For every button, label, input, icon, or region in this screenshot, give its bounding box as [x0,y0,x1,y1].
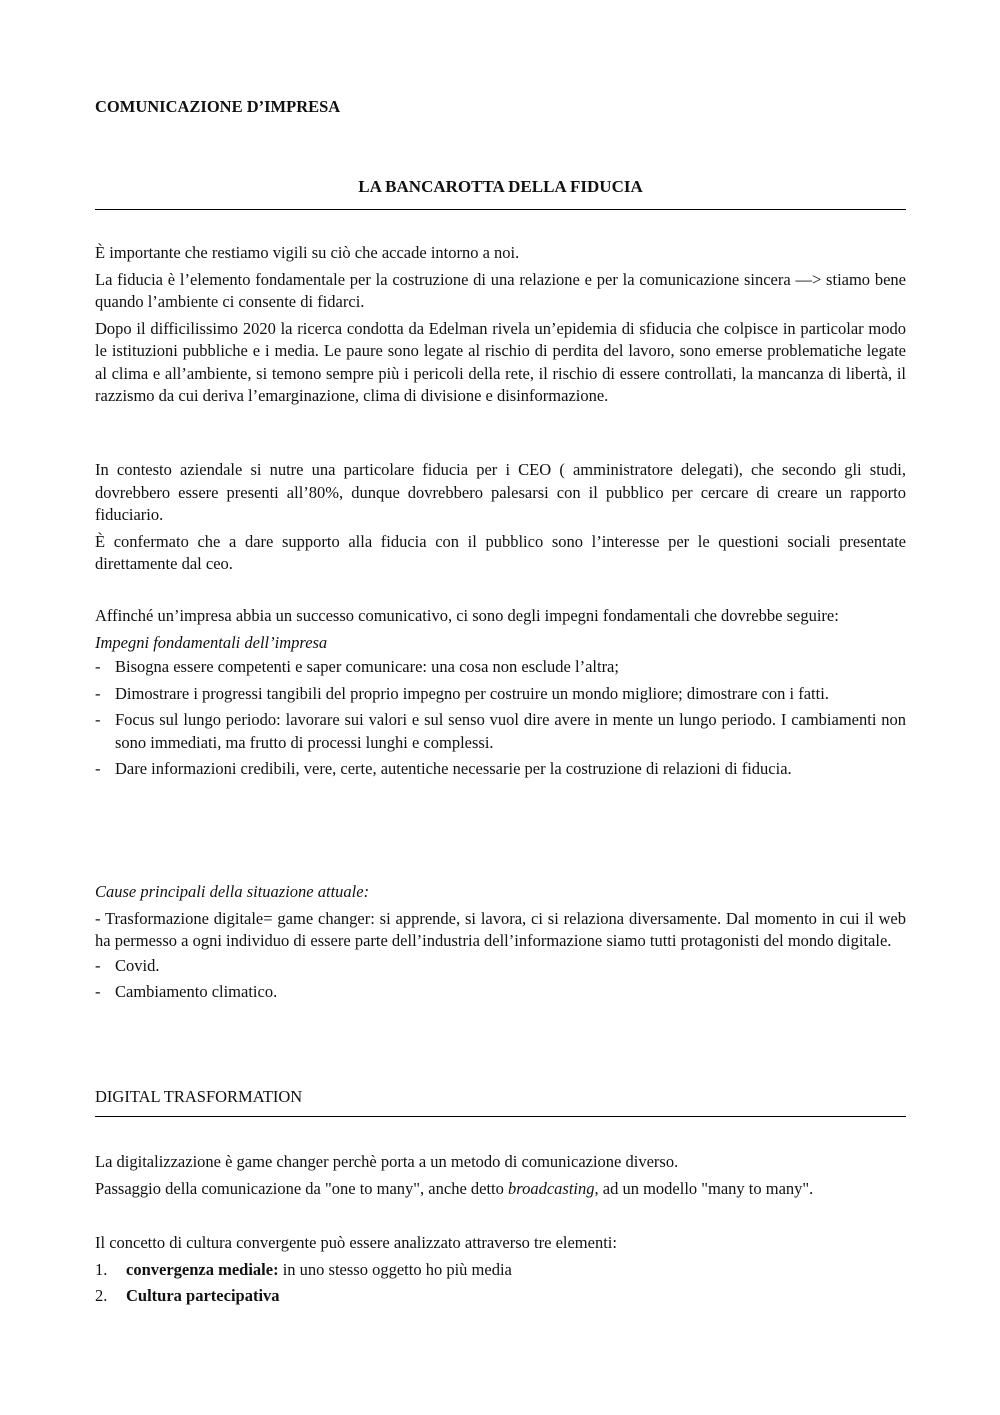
paragraph: Dopo il difficilissimo 2020 la ricerca condotta da Edelman rivela un’epidemia di sfiducia che colpisce in particolar modo le istituzioni pubbliche e i media. Le paure sono legate al rischio di perdita del lavoro, sono emerse problematiche legate al clima e all’ambiente, si temono sempre più i pericoli della rete, il rischio di essere controllati, la mancanza di libertà, il razzismo da cui deriva l’emarginazione, clima di divisione e disinformazione. [95,318,906,405]
cause-heading: Cause principali della situazione attuale: [95,882,370,901]
dash-bullet: - [95,710,101,729]
title-divider [95,209,906,210]
list-item: 2. Cultura partecipativa [95,1285,906,1308]
list-item: - Cambiamento climatico. [95,981,906,1004]
cause-block [95,881,906,1004]
section-divider [95,1116,906,1117]
paragraph: È confermato che a dare supporto alla fiducia con il pubblico sono l’interesse per le questioni sociali presentate direttamente dal ceo. [95,531,906,573]
paragraph: Il concetto di cultura convergente può essere analizzato attraverso tre elementi: [95,1233,617,1252]
dash-bullet: - [95,683,101,703]
cultura-block [95,1232,906,1308]
list-item: - Bisogna essere competenti e saper comunicare: una cosa non esclude l’altra; [95,656,906,679]
cause-list [95,955,906,1004]
list-number: 2. [95,1286,108,1305]
paragraph: È importante che restiamo vigili su ciò che accade intorno a noi. [95,243,520,262]
page-title: LA BANCAROTTA DELLA FIDUCIA [358,177,643,196]
paragraph: Passaggio della comunicazione da "one to many", anche detto broadcasting, ad un modello "many to many". [95,1178,814,1198]
dash-bullet: - [95,759,101,778]
list-item: - Dimostrare i progressi tangibili del proprio impegno per costruire un mondo migliore; dimostrare con i fatti. [95,683,906,706]
paragraph: La fiducia è l’elemento fondamentale per la costruzione di una relazione e per la comunicazione sincera —> stiamo bene quando l’ambiente ci consente di fidarci. [95,269,906,311]
section-heading: DIGITAL TRASFORMATION [95,1087,303,1106]
paragraph: Affinché un’impresa abbia un successo comunicativo, ci sono degli impegni fondamentali che dovrebbe seguire: [95,606,839,625]
intro-block [95,242,906,408]
numbered-list [95,1259,906,1308]
dash-bullet: - [95,955,101,975]
list-item: 1. convergenza mediale: in uno stesso oggetto ho più media [95,1259,906,1282]
dash-bullet: - [95,657,101,676]
paragraph: La digitalizzazione è game changer perchè porta a un metodo di comunicazione diverso. [95,1152,679,1171]
course-title: COMUNICAZIONE D’IMPRESA [95,97,341,116]
ceo-block [95,459,906,576]
impegni-list [95,656,906,781]
paragraph: In contesto aziendale si nutre una particolare fiducia per i CEO ( amministratore delegati), che secondo gli studi, dovrebbero essere presenti all’80%, dunque dovrebbero palesarsi con il pubblico per cercare di creare un rapporto fiduciario. [95,460,906,524]
paragraph: - Trasformazione digitale= game changer: si apprende, si lavora, ci si relaziona diversamente. Dal momento in cui il web ha permesso a ogni individuo di essere parte dell’industria dell’informazione siamo tutti protagonisti del mondo digitale. [95,908,906,950]
list-item: - Covid. [95,955,906,978]
digital-block [95,1151,906,1200]
impegni-heading: Impegni fondamentali dell’impresa [95,632,328,652]
list-number: 1. [95,1259,108,1279]
impegni-block [95,605,906,781]
list-item: - Focus sul lungo periodo: lavorare sui valori e sul senso vuol dire avere in mente un lungo periodo. I cambiamenti non sono immediati, ma frutto di processi lunghi e complessi. [95,710,906,752]
list-item: - Dare informazioni credibili, vere, certe, autentiche necessarie per la costruzione di relazioni di fiducia. [95,758,906,781]
dash-bullet: - [95,982,101,1001]
